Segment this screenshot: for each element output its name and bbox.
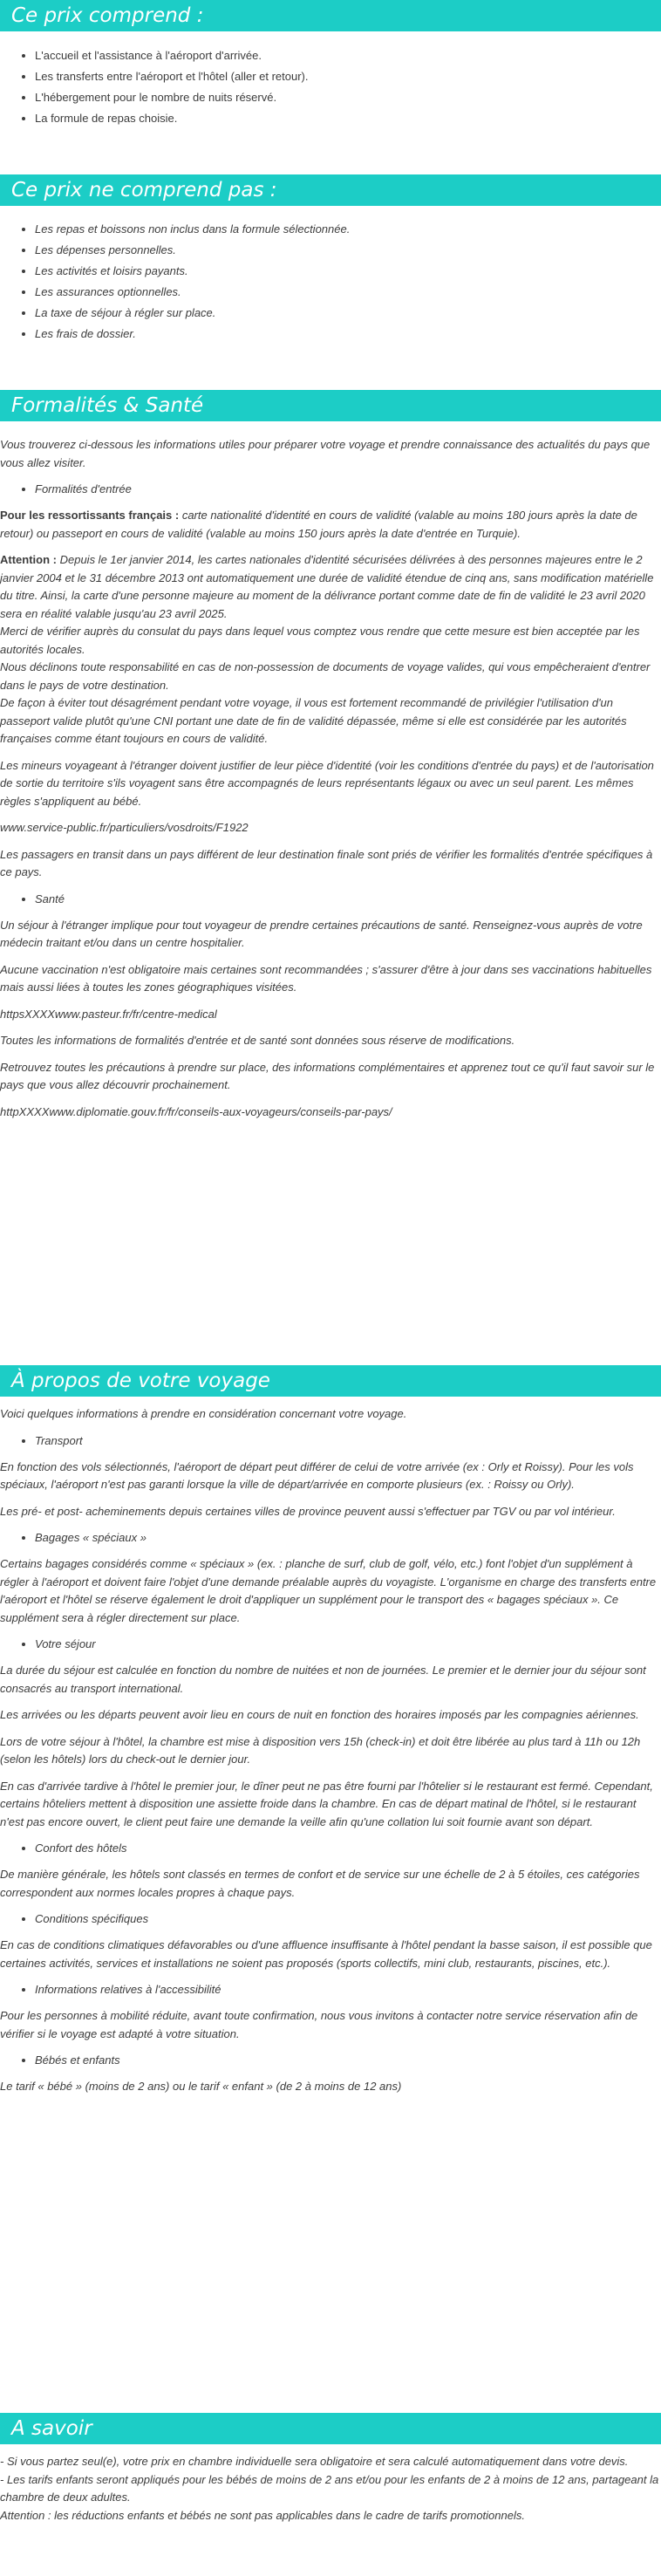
formalites-intro: Vous trouverez ci-dessous les informations utiles pour préparer votre voyage et prendre connaissance des actualités du pays que vous allez visiter.	[0, 438, 651, 469]
asavoir-line-2: - Les tarifs enfants seront appliqués pour les bébés de moins de 2 ans et/ou pour les enfants de 2 à moins de 12 ans, partageant la chambre de deux adultes.	[0, 2472, 659, 2504]
includes-title: Ce prix comprend :	[0, 0, 661, 31]
asavoir-title: A savoir	[0, 2413, 661, 2444]
list-item: • L'accueil et l'assistance à l'aéroport d'arrivée.	[35, 45, 661, 66]
bullet-conditions: • Conditions spécifiques	[35, 1910, 661, 1928]
attention-label: Attention :	[0, 553, 57, 566]
apropos-intro: Voici quelques informations à prendre en considération concernant votre voyage.	[0, 1407, 407, 1420]
excludes-section	[0, 174, 661, 345]
excludes-title: Ce prix ne comprend pas :	[0, 174, 661, 206]
bullet-sejour: • Votre séjour	[35, 1636, 661, 1653]
transport-text: En fonction des vols sélectionnés, l'aéroport de départ peut différer de celui de votre arrivée (ex : Orly et Roissy). Pour les vols spéciaux, l'aéroport n'est pas garanti lorsque la ville de départ/arrivée en comporte plusieurs (ex. : Roissy ou Orly).	[0, 1459, 634, 1491]
francais-text: carte nationalité d'identité en cours de validité (valable au moins 180 jours après la date de retour) ou passeport en cours de validité (valable au moins 150 jours après la date d'entrée en Turquie).	[0, 509, 637, 540]
transit-text: Les passagers en transit dans un pays différent de leur destination finale sont priés de vérifier les formalités d'entrée spécifiques à ce pays.	[0, 847, 653, 878]
arrivees-text: Les arrivées ou les départs peuvent avoir lieu en cours de nuit en fonction des horaires imposés par les compagnies aériennes.	[0, 1708, 639, 1721]
bullet-bebes: • Bébés et enfants	[35, 2052, 661, 2069]
francais-label: Pour les ressortissants français :	[0, 509, 180, 522]
list-item: • Les repas et boissons non inclus dans la formule sélectionnée.	[35, 219, 661, 240]
consulat-text: Merci de vérifier auprès du consulat du pays dans lequel vous comptez vous rendre que cette mesure est bien acceptée par les autorités locales.	[0, 625, 640, 656]
asavoir-line-3: Attention : les réductions enfants et bébés ne sont pas applicables dans le cadre de tarifs promotionnels.	[0, 2508, 525, 2522]
desagrement-text: De façon à éviter tout désagrément pendant votre voyage, il vous est fortement recommandé de privilégier l'utilisation d'un passeport valide plutôt qu'une CNI portant une date de fin de validité dépassée, même si elle est considérée par les autorités françaises comme étant toujours en cours de validité.	[0, 696, 627, 745]
bullet-accessibilite: • Informations relatives à l'accessibilité	[35, 1981, 661, 1999]
bullet-bagages: • Bagages « spéciaux »	[35, 1529, 661, 1547]
apropos-title: À propos de votre voyage	[0, 1365, 661, 1397]
list-item: • La taxe de séjour à régler sur place.	[35, 303, 661, 324]
bullet-transport: • Transport	[35, 1432, 661, 1450]
vaccination-text: Aucune vaccination n'est obligatoire mais certaines sont recommandées ; s'assurer d'être à jour dans ses vaccinations habituelles mais aussi liées à toutes les zones géographiques visitées.	[0, 962, 652, 994]
asavoir-section	[0, 2413, 661, 2525]
list-item: • Les dépenses personnelles.	[35, 240, 661, 261]
preacheminement-text: Les pré- et post- acheminements depuis certaines villes de province peuvent aussi s'effectuer par TGV ou par vol intérieur.	[0, 1504, 616, 1518]
formalites-title: Formalités & Santé	[0, 390, 661, 421]
attention-paragraph	[0, 551, 661, 623]
bullet-confort: • Confort des hôtels	[35, 1840, 661, 1857]
list-item: • L'hébergement pour le nombre de nuits réservé.	[35, 87, 661, 108]
list-item: • Les transferts entre l'aéroport et l'hôtel (aller et retour).	[35, 66, 661, 87]
bullet-formalites-entree: • Formalités d'entrée	[35, 481, 661, 498]
bebes-text: Le tarif « bébé » (moins de 2 ans) ou le tarif « enfant » (de 2 à moins de 12 ans)	[0, 2080, 402, 2093]
mineurs-text: Les mineurs voyageant à l'étranger doivent justifier de leur pièce d'identité (voir les conditions d'entrée du pays) et de l'autorisation de sortie du territoire s'ils voyagent sans être accompagnés de leurs représentants légaux ou avec un seul parent. Les mêmes règles s'appliquent au bébé.	[0, 758, 654, 808]
responsabilite-text: Nous déclinons toute responsabilité en cas de non-possession de documents de voyage valides, qui vous empêcheraient d'entrer dans le pays de votre destination.	[0, 660, 651, 692]
excludes-list	[0, 219, 661, 345]
asavoir-line-1: - Si vous partez seul(e), votre prix en chambre individuelle sera obligatoire et sera calculé automatiquement dans votre devis.	[0, 2455, 629, 2468]
diplomatie-link[interactable]: httpXXXXwww.diplomatie.gouv.fr/fr/conseils-aux-voyageurs/conseils-par-pays/	[0, 1104, 392, 1118]
includes-section	[0, 0, 661, 129]
attention-text: Depuis le 1er janvier 2014, les cartes nationales d'identité sécurisées délivrées à des personnes majeures entre le 2 janvier 2004 et le 31 décembre 2013 ont automatiquement une durée de validité étendue de cinq ans, sans modification matérielle du titre. Ainsi, la carte d'une personne majeure au moment de la délivrance portant comme date de fin de validité le 23 avril 2020 sera en réalité valable jusqu'au 23 avril 2025.	[0, 553, 654, 620]
confort-text: De manière générale, les hôtels sont classés en termes de confort et de service sur une échelle de 2 à 5 étoiles, ces catégories correspondent aux normes locales propres à chaque pays.	[0, 1868, 640, 1899]
list-item: • La formule de repas choisie.	[35, 108, 661, 129]
francais-paragraph	[0, 507, 661, 543]
apropos-section	[0, 1365, 661, 2096]
includes-list	[0, 45, 661, 129]
reserve-text: Toutes les informations de formalités d'entrée et de santé sont données sous réserve de modifications.	[0, 1034, 515, 1047]
sejour-duree-text: La durée du séjour est calculée en fonction du nombre de nuitées et non de journées. Le premier et le dernier jour du séjour sont consacrés au transport international.	[0, 1664, 646, 1695]
list-item: • Les frais de dossier.	[35, 324, 661, 345]
retrouvez-text: Retrouvez toutes les précautions à prendre sur place, des informations complémentaires et apprenez tout ce qu'il faut savoir sur le pays que vous allez découvrir prochainement.	[0, 1060, 655, 1091]
list-item: • Les activités et loisirs payants.	[35, 261, 661, 282]
sante-text: Un séjour à l'étranger implique pour tout voyageur de prendre certaines précautions de santé. Renseignez-vous auprès de votre médecin traitant et/ou dans un centre hospitalier.	[0, 918, 643, 949]
accessibilite-text: Pour les personnes à mobilité réduite, avant toute confirmation, nous vous invitons à contacter notre service réservation afin de vérifier si le voyage est adapté à votre situation.	[0, 2009, 638, 2040]
bullet-sante: • Santé	[35, 891, 661, 908]
arrivee-tardive-text: En cas d'arrivée tardive à l'hôtel le premier jour, le dîner peut ne pas être fourni par l'hôtelier si le restaurant est fermé. Cependant, certains hôteliers mettent à disposition une assiette froide dans la chambre. En cas de départ matinal de l'hôtel, si le restaurant n'est pas encore ouvert, le client peut faire une demande la veille afin qu'une collation lui soit fournie avant son départ.	[0, 1779, 653, 1828]
formalites-section	[0, 390, 661, 1121]
service-public-link[interactable]: www.service-public.fr/particuliers/vosdroits/F1922	[0, 821, 249, 834]
chambre-text: Lors de votre séjour à l'hôtel, la chambre est mise à disposition vers 15h (check-in) et doit être libérée au plus tard à 11h ou 12h (selon les hôtels) lors du check-out le dernier jour.	[0, 1734, 641, 1766]
pasteur-link[interactable]: httpsXXXXwww.pasteur.fr/fr/centre-medical	[0, 1007, 217, 1021]
conditions-text: En cas de conditions climatiques défavorables ou d'une affluence insuffisante à l'hôtel pendant la basse saison, il est possible que certaines activités, services et installations ne soient pas proposés (sports collectifs, mini club, restaurants, piscines, etc.).	[0, 1938, 652, 1970]
list-item: • Les assurances optionnelles.	[35, 282, 661, 303]
bagages-text: Certains bagages considérés comme « spéciaux » (ex. : planche de surf, club de golf, vélo, etc.) font l'objet d'un supplément à régler à l'aéroport et doivent faire l'objet d'une demande préalable auprès du voyagiste. L'organisme en charge des transferts entre l'aéroport et l'hôtel se réserve également le droit d'appliquer un supplément pour le transport des « bagages spéciaux ». Ce supplément sera à régler directement sur place.	[0, 1557, 657, 1624]
